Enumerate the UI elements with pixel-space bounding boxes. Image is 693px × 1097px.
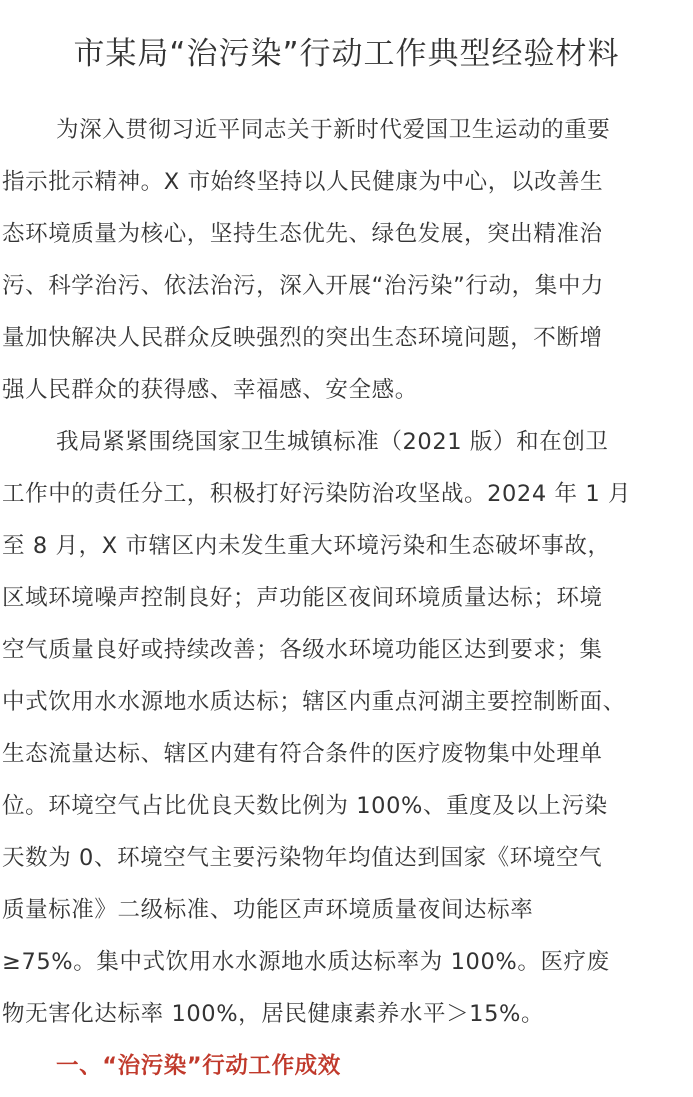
- paragraph-line: 质量标准》二级标准、功能区声环境质量夜间达标率: [2, 897, 534, 923]
- paragraph-line: 量加快解决人民群众反映强烈的突出生态环境问题，不断增: [2, 325, 603, 351]
- paragraph-line: 区域环境噪声控制良好；声功能区夜间环境质量达标；环境: [2, 585, 603, 611]
- paragraph-line: 指示批示精神。X 市始终坚持以人民健康为中心，以改善生: [2, 169, 604, 195]
- paragraph-line: 态环境质量为核心，坚持生态优先、绿色发展，突出精准治: [2, 221, 603, 247]
- paragraph-line: 生态流量达标、辖区内建有符合条件的医疗废物集中处理单: [2, 741, 603, 767]
- paragraph-line: 至 8 月，X 市辖区内未发生重大环境污染和生态破坏事故，: [2, 533, 611, 559]
- paragraph-line: 我局紧紧围绕国家卫生城镇标准（2021 版）和在创卫: [56, 429, 609, 455]
- paragraph-line: 空气质量良好或持续改善；各级水环境功能区达到要求；集: [2, 637, 603, 663]
- paragraph-line: 物无害化达标率 100%，居民健康素养水平＞15%。: [2, 1001, 545, 1027]
- paragraph-line: 位。环境空气占比优良天数比例为 100%、重度及以上污染: [2, 793, 608, 819]
- paragraph-line: 强人民群众的获得感、幸福感、安全感。: [2, 377, 418, 403]
- paragraph-line: ≥75%。集中式饮用水水源地水质达标率为 100%。医疗废: [2, 949, 610, 975]
- paragraph-results: [2, 416, 693, 1040]
- paragraph-line: 天数为 0、环境空气主要污染物年均值达到国家《环境空气: [2, 845, 603, 871]
- document-title: 市某局“治污染”行动工作典型经验材料: [73, 36, 620, 72]
- paragraph-line: 工作中的责任分工，积极打好污染防治攻坚战。2024 年 1 月: [2, 481, 632, 507]
- paragraph-line: 污、科学治污、依法治污，深入开展“治污染”行动，集中力: [2, 273, 605, 299]
- document-body: [0, 104, 693, 1092]
- section-heading: 一、“治污染”行动工作成效: [56, 1053, 341, 1079]
- paragraph-line: 中式饮用水水源地水质达标；辖区内重点河湖主要控制断面、: [2, 689, 626, 715]
- paragraph-intro: [2, 104, 693, 416]
- paragraph-line: 为深入贯彻习近平同志关于新时代爱国卫生运动的重要: [56, 117, 611, 143]
